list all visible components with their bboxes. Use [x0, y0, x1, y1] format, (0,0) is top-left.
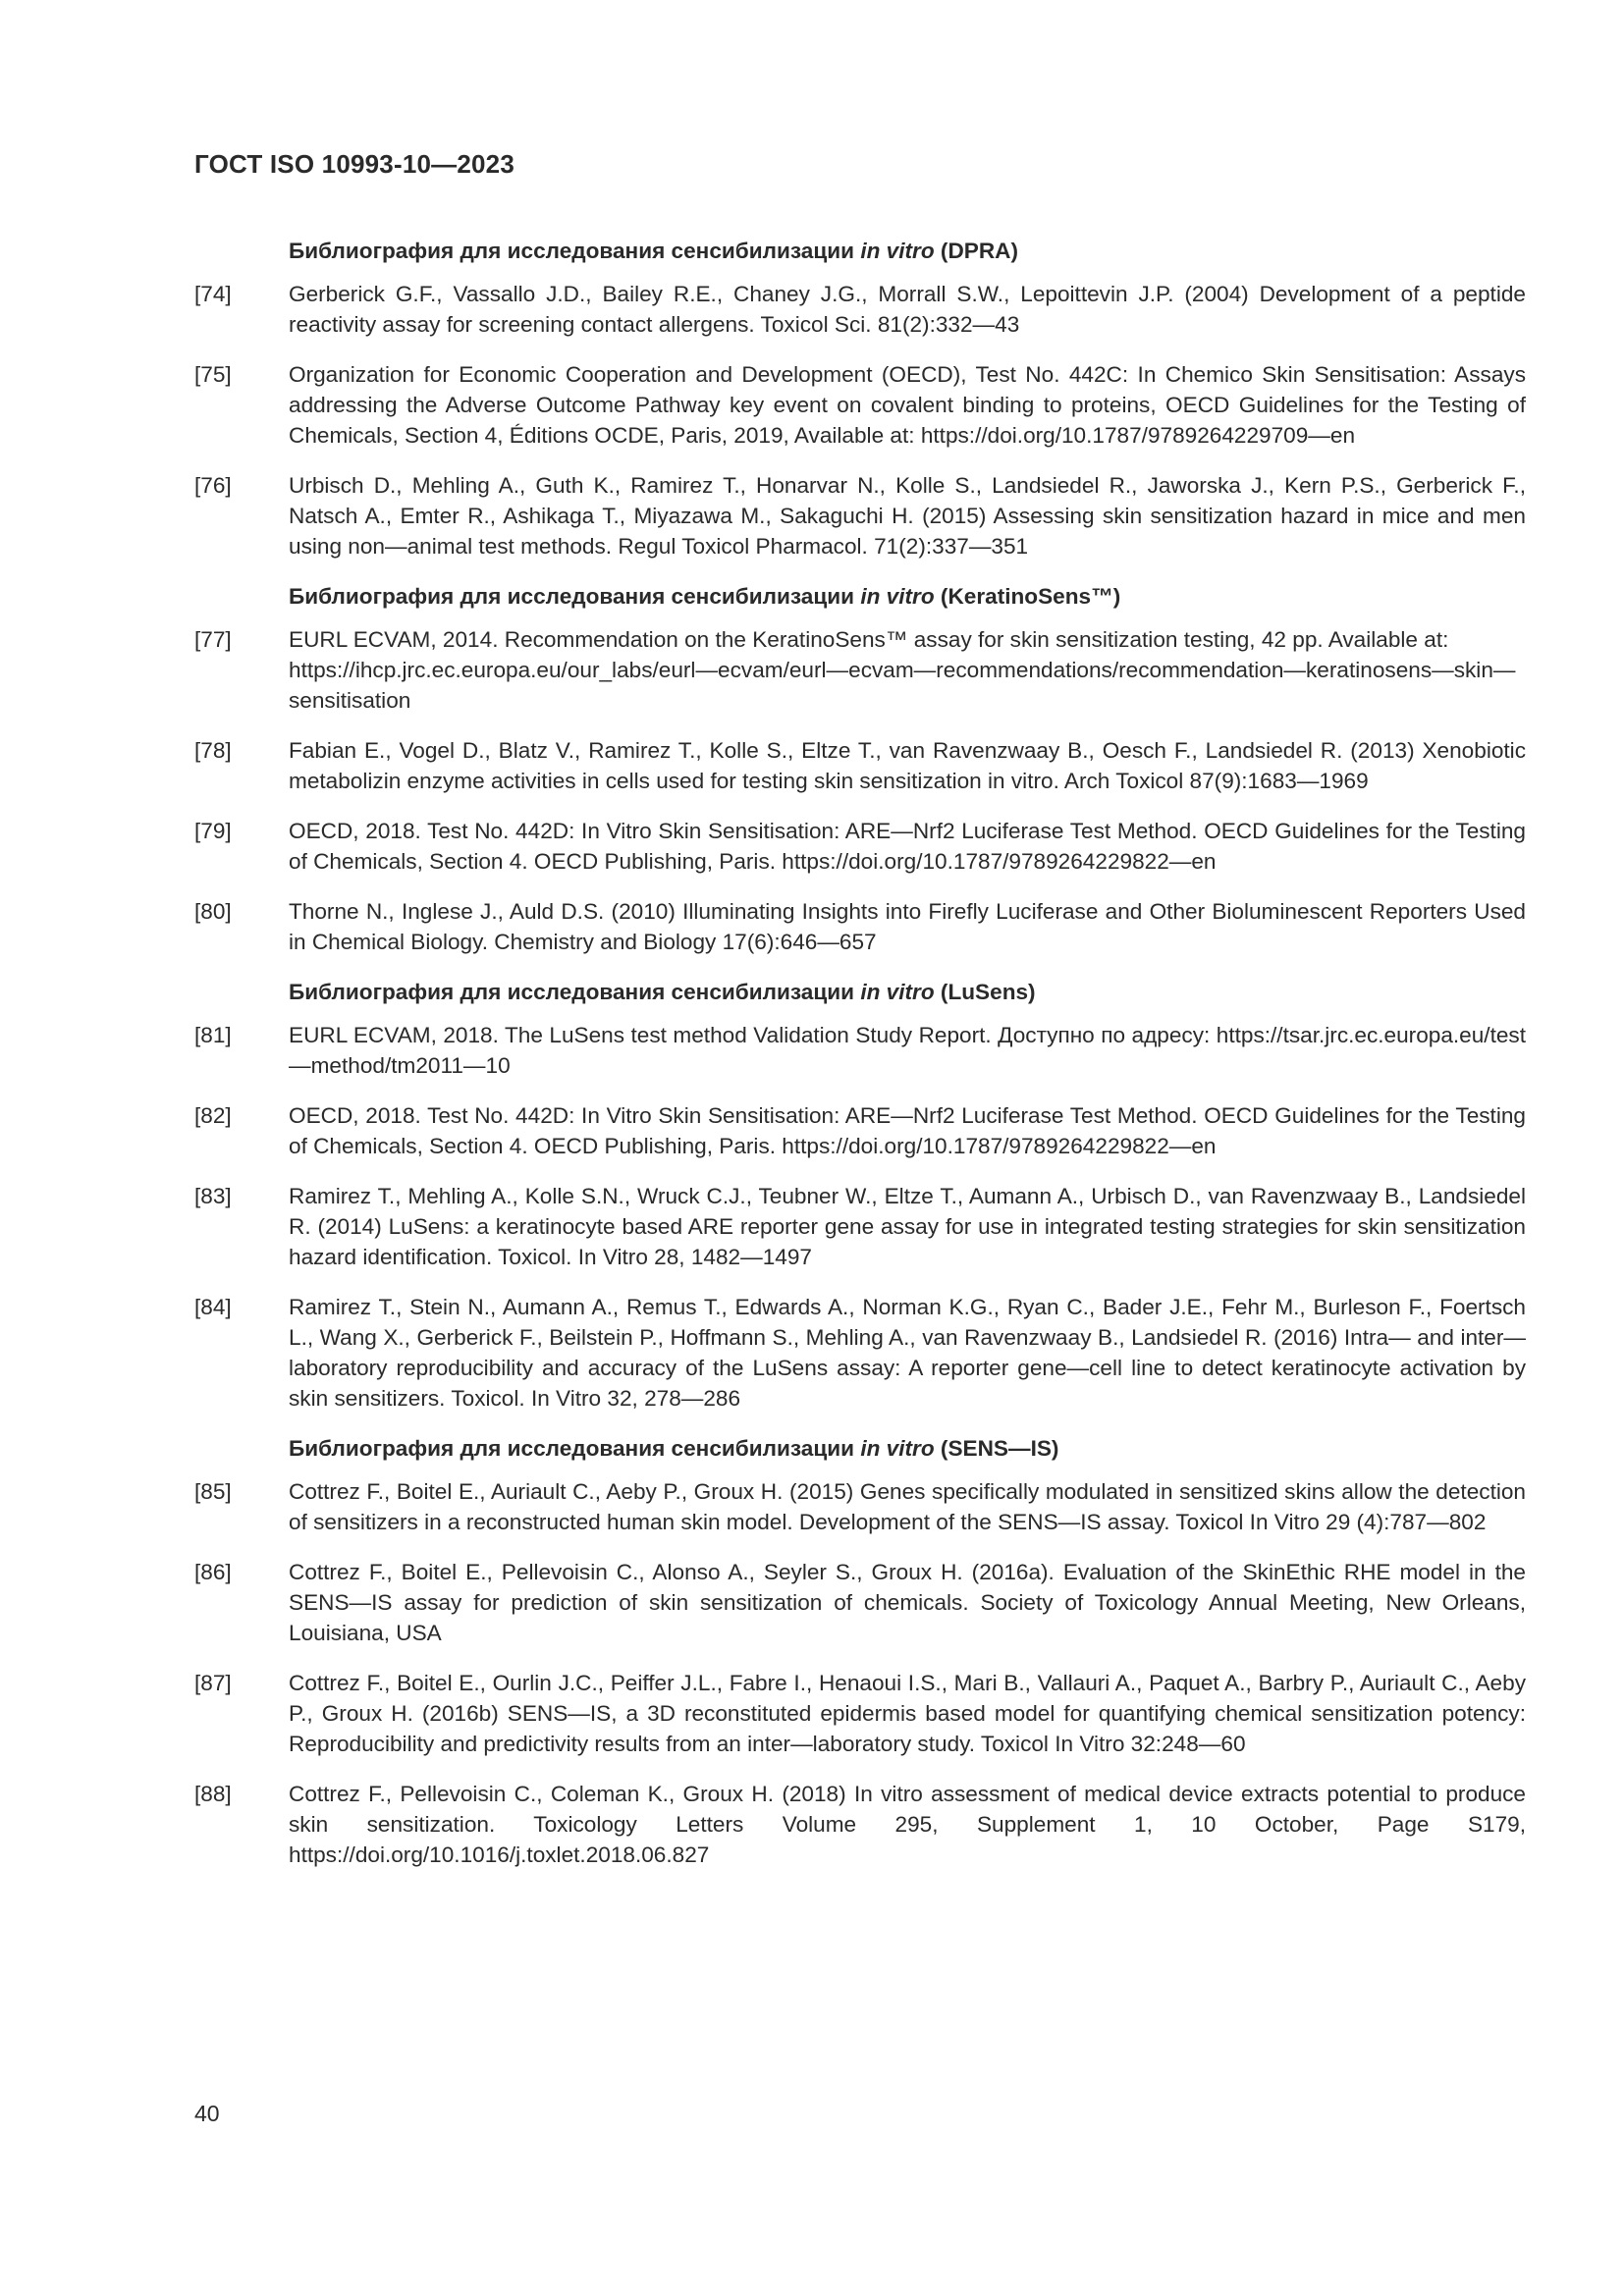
reference-text: EURL ECVAM, 2018. The LuSens test method Validation Study Report. Доступно по адресу: https://tsar.jrc.ec.europa.eu/test—method/tm2011—10: [289, 1023, 1526, 1078]
reference-text: Gerberick G.F., Vassallo J.D., Bailey R.E., Chaney J.G., Morrall S.W., Lepoittevin J.P. (2004) Development of a peptide reactivity assay for screening contact allergens. Toxicol Sci. 81(2):332—43: [289, 282, 1526, 337]
reference-number: [81]: [194, 1023, 232, 1047]
reference-number: [82]: [194, 1103, 232, 1128]
section-title-keratinosens: Библиография для исследования сенсибилизации in vitro (KeratinoSens™): [289, 584, 1121, 609]
reference-item: [194, 896, 1526, 957]
reference-number: [78]: [194, 738, 232, 763]
reference-number: [80]: [194, 899, 232, 924]
bibliography: [194, 236, 1526, 1890]
reference-number: [83]: [194, 1184, 232, 1208]
reference-item: [194, 1100, 1526, 1161]
reference-text: Cottrez F., Boitel E., Pellevoisin C., Alonso A., Seyler S., Groux H. (2016a). Evaluation of the SkinEthic RHE model in the SENS—IS assay for prediction of skin sensitization of chemicals. Society of Toxicology Annual Meeting, New Orleans, Louisiana, USA: [289, 1560, 1526, 1645]
reference-item: [194, 1668, 1526, 1759]
reference-text: EURL ECVAM, 2014. Recommendation on the KeratinoSens™ assay for skin sensitization testing, 42 pp. Available at: https://ihcp.jrc.ec.europa.eu/our_labs/eurl—ecvam/eurl—ecvam—recommendations/recommendation—keratinosens—skin—sensitisation: [289, 627, 1516, 713]
reference-text: Organization for Economic Cooperation and Development (OECD), Test No. 442C: In Chemico Skin Sensitisation: Assays addressing the Adverse Outcome Pathway key event on covalent binding to proteins, OECD Guidelines for the Testing of Chemicals, Section 4, Éditions OCDE, Paris, 2019, Available at: https://doi.org/10.1787/9789264229709—en: [289, 362, 1526, 448]
reference-text: Thorne N., Inglese J., Auld D.S. (2010) Illuminating Insights into Firefly Luciferase and Other Bioluminescent Reporters Used in Chemical Biology. Chemistry and Biology 17(6):646—657: [289, 899, 1526, 954]
section-title-lusens: Библиография для исследования сенсибилизации in vitro (LuSens): [289, 980, 1036, 1004]
reference-item: [194, 1557, 1526, 1648]
reference-item: [194, 1292, 1526, 1414]
reference-number: [84]: [194, 1295, 232, 1319]
reference-item: [194, 1476, 1526, 1537]
reference-text: Cottrez F., Pellevoisin C., Coleman K., Groux H. (2018) In vitro assessment of medical device extracts potential to produce skin sensitization. Toxicology Letters Volume 295, Supplement 1, 10 October, Page S179, https://doi.org/10.1016/j.toxlet.2018.06.827: [289, 1782, 1526, 1867]
reference-item: [194, 816, 1526, 877]
reference-item: [194, 359, 1526, 451]
reference-item: [194, 624, 1526, 716]
reference-item: [194, 735, 1526, 796]
reference-text: Urbisch D., Mehling A., Guth K., Ramirez T., Honarvar N., Kolle S., Landsiedel R., Jaworska J., Kern P.S., Gerberick F., Natsch A., Emter R., Ashikaga T., Miyazawa M., Sakaguchi H. (2015) Assessing skin sensitization hazard in mice and men using non—animal test methods. Regul Toxicol Pharmacol. 71(2):337—351: [289, 473, 1526, 559]
reference-item: [194, 1020, 1526, 1081]
reference-text: Ramirez T., Stein N., Aumann A., Remus T., Edwards A., Norman K.G., Ryan C., Bader J.E., Fehr M., Burleson F., Foertsch L., Wang X., Gerberick F., Beilstein P., Hoffmann S., Mehling A., van Ravenzwaay B., Landsiedel R. (2016) Intra— and inter—laboratory reproducibility and accuracy of the LuSens assay: A reporter gene—cell line to detect keratinocyte activation by skin sensitizers. Toxicol. In Vitro 32, 278—286: [289, 1295, 1526, 1411]
reference-text: Cottrez F., Boitel E., Auriault C., Aeby P., Groux H. (2015) Genes specifically modulated in sensitized skins allow the detection of sensitizers in a reconstructed human skin model. Development of the SENS—IS assay. Toxicol In Vitro 29 (4):787—802: [289, 1479, 1526, 1534]
reference-number: [76]: [194, 473, 232, 498]
reference-number: [77]: [194, 627, 232, 652]
reference-item: [194, 1779, 1526, 1870]
reference-text: OECD, 2018. Test No. 442D: In Vitro Skin Sensitisation: ARE—Nrf2 Luciferase Test Method. OECD Guidelines for the Testing of Chemicals, Section 4. OECD Publishing, Paris. https://doi.org/10.1787/9789264229822—en: [289, 819, 1526, 874]
reference-number: [74]: [194, 282, 232, 306]
reference-item: [194, 1181, 1526, 1272]
reference-number: [79]: [194, 819, 232, 843]
page-number: 40: [194, 2101, 220, 2126]
reference-item: [194, 470, 1526, 561]
document-header: ГОСТ ISO 10993-10—2023: [194, 149, 514, 179]
reference-number: [75]: [194, 362, 232, 387]
reference-number: [85]: [194, 1479, 232, 1504]
reference-text: Ramirez T., Mehling A., Kolle S.N., Wruck C.J., Teubner W., Eltze T., Aumann A., Urbisch D., van Ravenzwaay B., Landsiedel R. (2014) LuSens: a keratinocyte based ARE reporter gene assay for use in integrated testing strategies for skin sensitization hazard identification. Toxicol. In Vitro 28, 1482—1497: [289, 1184, 1526, 1269]
reference-text: OECD, 2018. Test No. 442D: In Vitro Skin Sensitisation: ARE—Nrf2 Luciferase Test Method. OECD Guidelines for the Testing of Chemicals, Section 4. OECD Publishing, Paris. https://doi.org/10.1787/9789264229822—en: [289, 1103, 1526, 1158]
reference-item: [194, 279, 1526, 340]
reference-text: Fabian E., Vogel D., Blatz V., Ramirez T., Kolle S., Eltze T., van Ravenzwaay B., Oesch F., Landsiedel R. (2013) Xenobiotic metabolizin enzyme activities in cells used for testing skin sensitization in vitro. Arch Toxicol 87(9):1683—1969: [289, 738, 1526, 793]
reference-number: [86]: [194, 1560, 232, 1584]
section-title-sens-is: Библиография для исследования сенсибилизации in vitro (SENS—IS): [289, 1436, 1059, 1461]
section-title-dpra: Библиография для исследования сенсибилизации in vitro (DPRA): [289, 239, 1019, 263]
reference-number: [87]: [194, 1671, 232, 1695]
reference-text: Cottrez F., Boitel E., Ourlin J.C., Peiffer J.L., Fabre I., Henaoui I.S., Mari B., Vallauri A., Paquet A., Barbry P., Auriault C., Aeby P., Groux H. (2016b) SENS—IS, a 3D reconstituted epidermis based model for quantifying chemical sensitization potency: Reproducibility and predictivity results from an inter—laboratory study. Toxicol In Vitro 32:248—60: [289, 1671, 1526, 1756]
reference-number: [88]: [194, 1782, 232, 1806]
